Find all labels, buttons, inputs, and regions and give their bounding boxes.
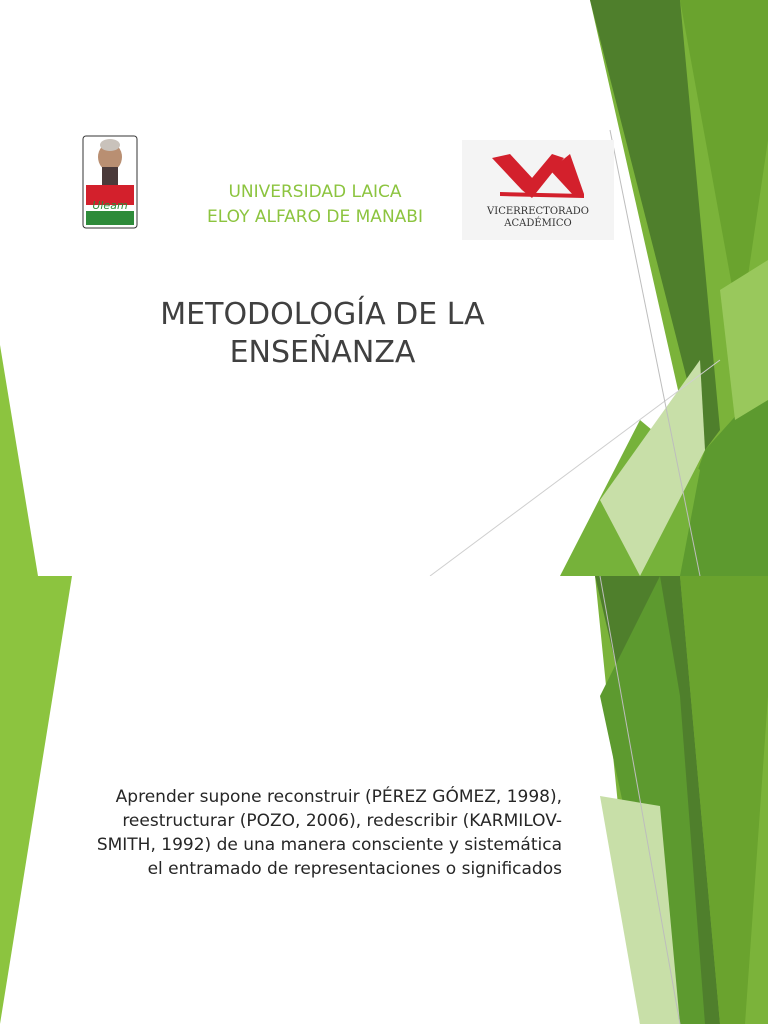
svg-text:ACADÉMICO: ACADÉMICO	[504, 218, 572, 229]
body-text	[92, 785, 562, 881]
body-line-1: Aprender supone reconstruir (PÉREZ GÓMEZ, 1998),	[115, 787, 562, 807]
university-line-1: UNIVERSIDAD LAICA	[228, 182, 402, 202]
slide-title	[100, 296, 545, 372]
body-line-3: SMITH, 1992) de una manera consciente y sistemática	[96, 835, 562, 855]
university-line-2: ELOY ALFARO DE MANABI	[207, 207, 423, 227]
uleam-logo	[82, 135, 138, 229]
svg-text:Uleam: Uleam	[92, 199, 128, 212]
body-line-4: el entramado de representaciones o significados	[147, 859, 562, 879]
vicerrectorado-logo	[462, 140, 614, 240]
university-name	[150, 180, 480, 230]
svg-text:VICERRECTORADO: VICERRECTORADO	[487, 206, 589, 217]
body-line-2: reestructurar (POZO, 2006), redescribir (KARMILOV-	[122, 811, 562, 831]
title-line-2: ENSEÑANZA	[229, 335, 416, 370]
slide-2	[0, 576, 768, 1024]
title-line-1: METODOLOGÍA DE LA	[160, 297, 485, 332]
